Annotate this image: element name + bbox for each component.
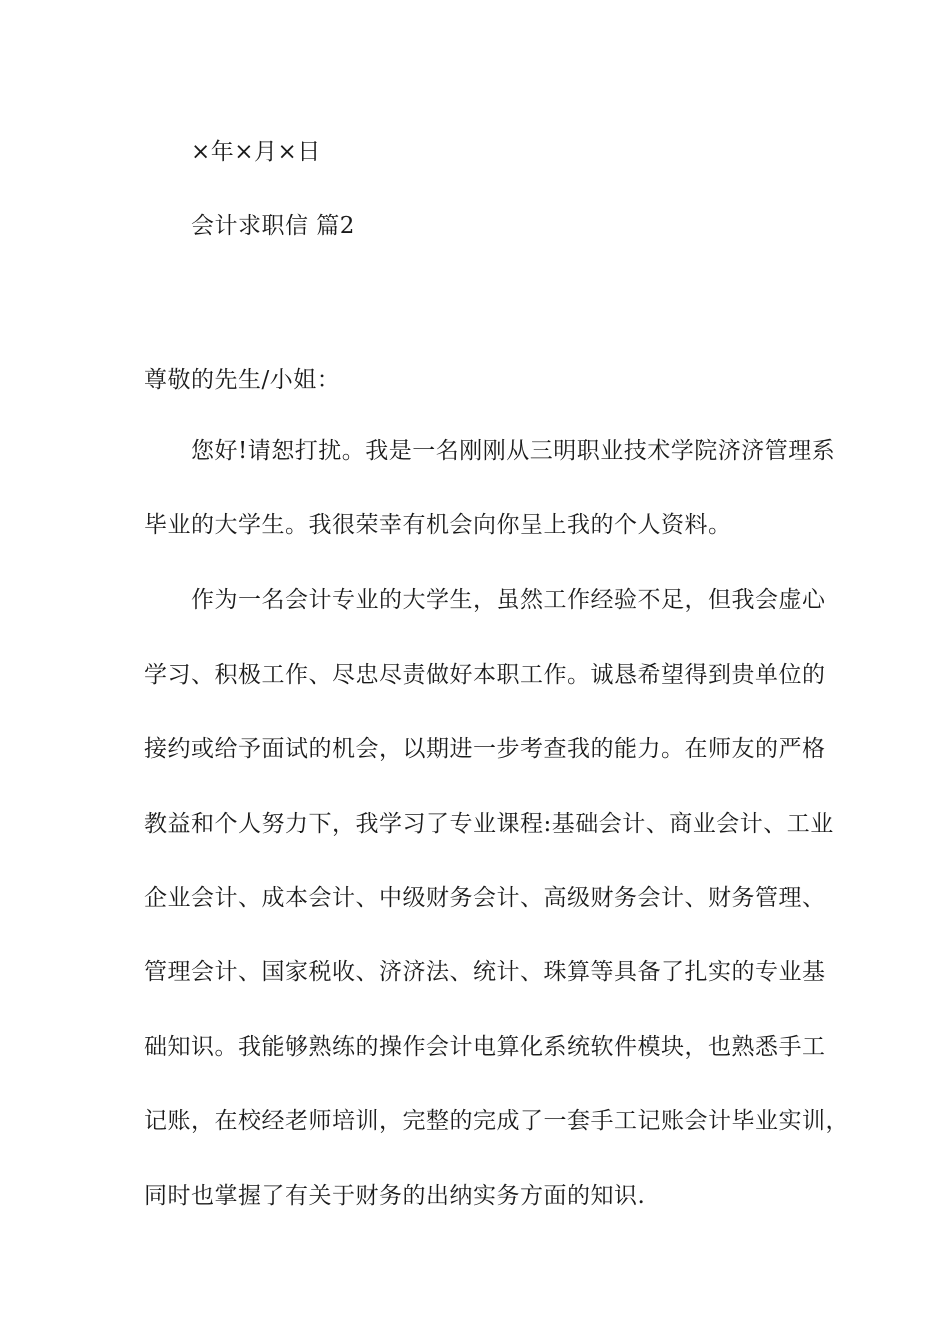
paragraph-line: 作为一名会计专业的大学生，虽然工作经验不足，但我会虚心 — [191, 587, 826, 613]
paragraph-line: 企业会计、成本会计、中级财务会计、高级财务会计、财务管理、 — [144, 885, 826, 911]
salutation: 尊敬的先生/小姐： — [144, 367, 341, 393]
paragraph-line: 同时也掌握了有关于财务的出纳实务方面的知识. — [144, 1183, 646, 1209]
paragraph-line: 记账，在校经老师培训，完整的完成了一套手工记账会计毕业实训， — [144, 1108, 849, 1134]
paragraph-line: 管理会计、国家税收、济济法、统计、珠算等具备了扎实的专业基 — [144, 959, 826, 985]
date-line: ×年×月×日 — [191, 139, 321, 165]
paragraph-line: 毕业的大学生。我很荣幸有机会向你呈上我的个人资料。 — [144, 512, 732, 538]
paragraph-line: 接约或给予面试的机会，以期进一步考查我的能力。在师友的严格 — [144, 736, 826, 762]
paragraph-line: 您好!请恕打扰。我是一名刚刚从三明职业技术学院济济管理系 — [191, 438, 836, 464]
paragraph-line: 学习、积极工作、尽忠尽责做好本职工作。诚恳希望得到贵单位的 — [144, 662, 826, 688]
paragraph-line: 教益和个人努力下，我学习了专业课程:基础会计、商业会计、工业 — [144, 811, 834, 837]
letter-heading: 会计求职信 篇2 — [191, 213, 355, 239]
paragraph-line: 础知识。我能够熟练的操作会计电算化系统软件模块，也熟悉手工 — [144, 1034, 826, 1060]
